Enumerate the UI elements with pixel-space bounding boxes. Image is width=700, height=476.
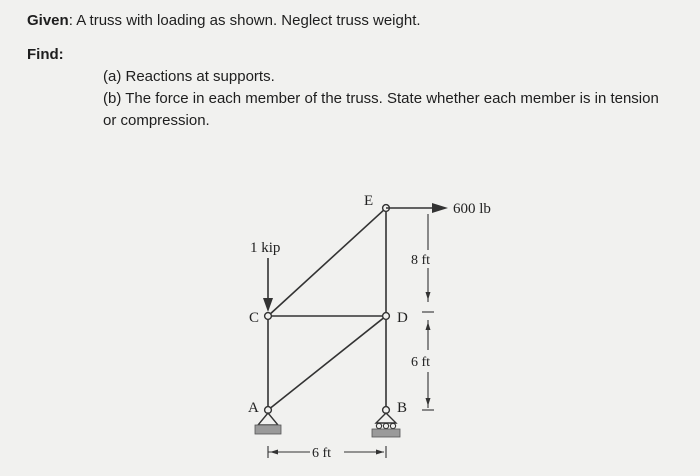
part-a: (a) Reactions at supports. (103, 68, 275, 85)
load-label-vertical: 1 kip (250, 240, 281, 256)
joint-C (265, 313, 272, 320)
load-label-horizontal: 600 lb (453, 201, 491, 217)
find-label: Find: (27, 46, 64, 63)
pin-support-A (255, 413, 281, 434)
label-E: E (364, 193, 374, 209)
dim-label-AB: 6 ft (312, 446, 332, 461)
load-arrow-horizontal (386, 203, 448, 213)
label-A: A (248, 400, 259, 416)
joint-D (383, 313, 390, 320)
truss-members (268, 208, 386, 410)
label-D: D (397, 310, 408, 326)
part-b: (b) The force in each member of the truss. State whether each member is in tension or compression. (103, 90, 659, 129)
truss-joints (265, 205, 390, 414)
dimension-vertical (422, 214, 434, 410)
member-AD (268, 316, 386, 410)
dim-label-ED: 8 ft (411, 253, 431, 268)
given-text: : A truss with loading as shown. Neglect truss weight. (68, 12, 421, 29)
member-CE (268, 208, 386, 316)
given-label: Given (27, 12, 69, 29)
label-C: C (249, 310, 260, 326)
roller-support-B (372, 413, 400, 437)
dim-label-DB: 6 ft (411, 355, 431, 370)
load-arrow-vertical (263, 258, 273, 312)
label-B: B (397, 400, 408, 416)
